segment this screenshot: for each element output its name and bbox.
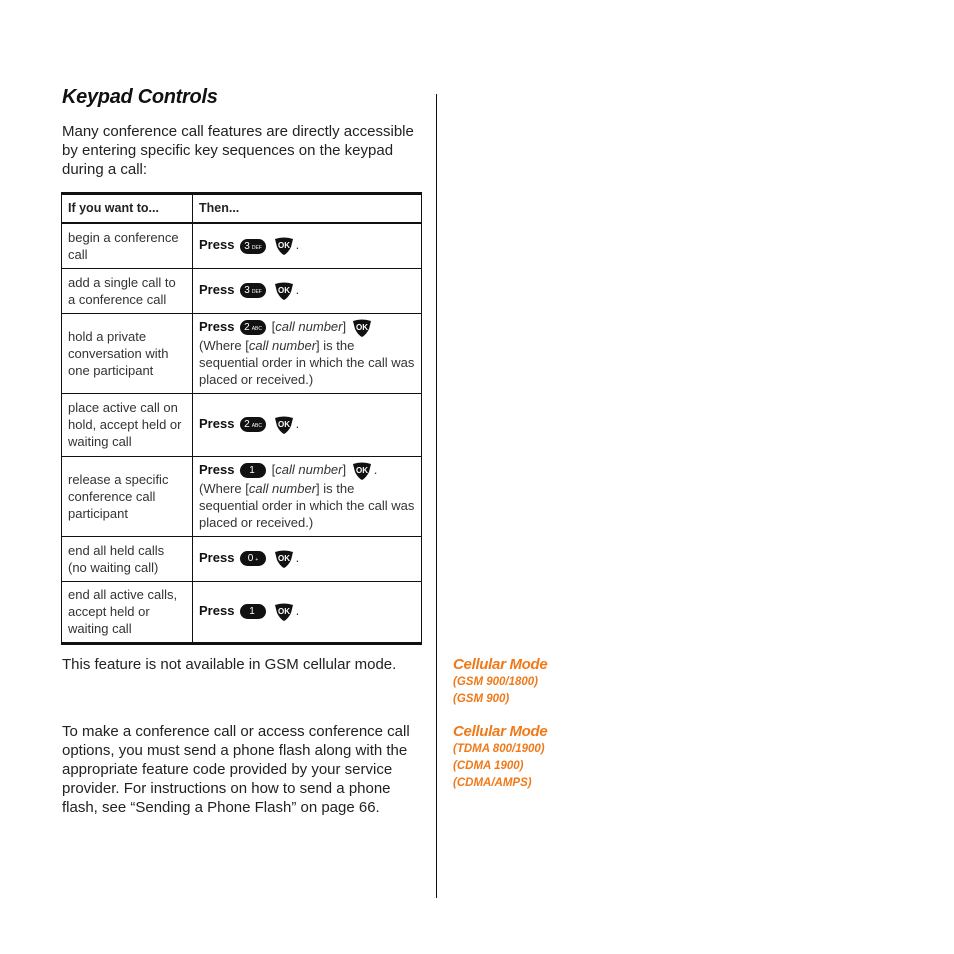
press-label: Press [199,237,235,253]
intro-text: Many conference call features are directly accessible by entering specific key sequences on the keypad during a call: [62,123,414,178]
table-row [62,581,422,643]
table-row [62,393,422,456]
row-action: release a specific conference call participant [62,456,193,536]
key-letters: ABC [251,326,262,333]
ok-key-icon [274,237,294,255]
key-letters: + [255,557,259,564]
key-digit: 1 [249,465,255,477]
key-digit: 0 [247,553,254,565]
sidebar-mode-item: (GSM 900) [453,693,510,705]
sidebar-heading: Cellular Mode [453,723,548,740]
key-digit: 3 [244,240,250,252]
numeric-key-icon [240,604,266,619]
call-number-placeholder: call number [248,337,317,353]
press-label: Press [199,603,235,619]
svg-text:OK: OK [355,465,368,475]
numeric-key-icon [240,463,266,478]
svg-text:OK: OK [355,322,368,332]
column-header-result: Then... [193,194,422,224]
page-title: Keypad Controls [62,86,218,108]
table-header-row [62,194,422,224]
table-row [62,313,422,393]
where-suffix: ] is the sequential order in which the call was placed or received.) [199,480,415,530]
phone-flash-paragraph: To make a conference call or access conference call options, you must send a phone flash along with the appropriate feature code provided by your service provider. For instructions on how to send a phone flash, see “Sending a Phone Flash” on page 66. [62,723,410,816]
svg-text:OK: OK [277,285,290,295]
call-number-placeholder: call number [275,462,343,478]
row-instruction: Press 1 OK . [193,581,422,643]
sidebar-mode-gsm [453,656,547,708]
press-label: Press [199,282,235,298]
sidebar-mode-item: (TDMA 800/1900) [453,743,545,755]
key-letters: DEF [251,289,262,296]
sidebar-mode-item: (GSM 900/1800) [453,676,539,688]
table-row [62,456,422,536]
press-label: Press [199,462,235,478]
ok-key-icon [352,462,372,480]
table-row [62,268,422,313]
numeric-key-icon [240,551,266,566]
row-instruction: Press 2 ABC OK . [193,393,422,456]
where-suffix: ] is the sequential order in which the call was placed or received.) [199,337,415,387]
press-label: Press [199,416,235,432]
sidebar-mode-item: (CDMA/AMPS) [453,777,532,789]
gsm-note: This feature is not available in GSM cellular mode. [62,656,397,673]
row-action: hold a private conversation with one participant [62,313,193,393]
row-action: end all held calls (no waiting call) [62,536,193,581]
press-label: Press [199,550,235,566]
call-number-placeholder: call number [275,319,343,335]
key-digit: 2 [244,419,250,431]
row-instruction: Press 2 ABC [call number] OK (Where [call number] is the sequential order in which the call was placed or received.) [193,313,422,393]
row-instruction: Press 3 DEF OK . [193,223,422,268]
ok-key-icon [274,282,294,300]
row-action: add a single call to a conference call [62,268,193,313]
numeric-key-icon [240,320,266,335]
sidebar-mode-tdma-cdma [453,723,547,792]
svg-text:OK: OK [277,241,290,251]
row-action: end all active calls, accept held or waiting call [62,581,193,643]
key-digit: 3 [244,285,250,297]
row-instruction: Press 3 DEF OK . [193,268,422,313]
press-label: Press [199,319,235,335]
key-letters: ABC [251,423,262,430]
ok-key-icon [274,416,294,434]
key-digit: 2 [244,322,250,334]
ok-key-icon [274,603,294,621]
key-digit: 1 [249,606,255,618]
call-number-placeholder: call number [248,480,317,496]
ok-key-icon [274,550,294,568]
sidebar-heading: Cellular Mode [453,656,548,673]
row-instruction: Press 1 [call number] OK . (Where [call number] is the sequential order in which the call was placed or received.) [193,456,422,536]
svg-text:OK: OK [277,606,290,616]
numeric-key-icon [240,417,266,432]
row-action: place active call on hold, accept held or waiting call [62,393,193,456]
row-instruction: Press 0 + OK . [193,536,422,581]
key-letters: DEF [251,244,262,251]
ok-key-icon [352,319,372,337]
numeric-key-icon [240,239,266,254]
table-row [62,223,422,268]
where-prefix: (Where [ [199,480,249,496]
where-prefix: (Where [ [199,337,249,353]
svg-text:OK: OK [277,419,290,429]
svg-text:OK: OK [277,553,290,563]
numeric-key-icon [240,283,266,298]
column-divider [436,94,437,898]
sidebar-mode-item: (CDMA 1900) [453,760,524,772]
keypad-controls-table [61,192,422,645]
row-action: begin a conference call [62,223,193,268]
table-row [62,536,422,581]
column-header-action: If you want to... [62,194,193,224]
